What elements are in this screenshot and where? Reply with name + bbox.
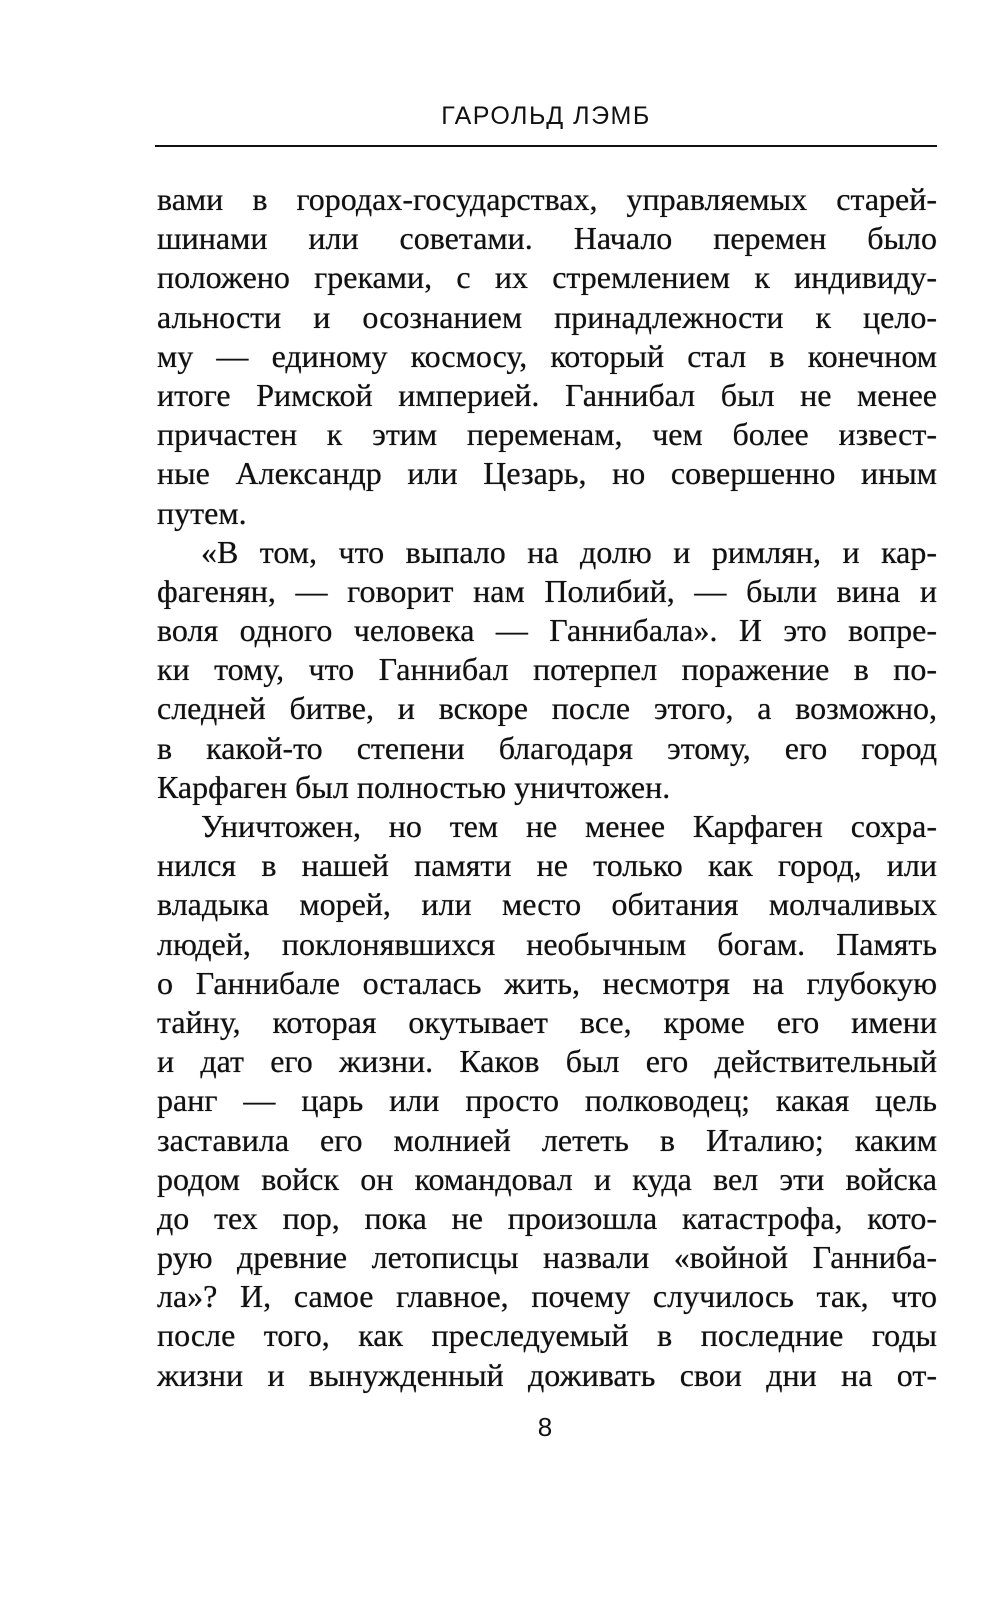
text-line: Карфаген был полностью уничтожен. bbox=[157, 768, 671, 805]
text-line: людей, поклонявшихся необычным богам. Память bbox=[157, 925, 937, 962]
text-line: ные Александр или Цезарь, но совершенно иным bbox=[157, 455, 937, 492]
text-line: «В том, что выпало на долю и римлян, и кар- bbox=[201, 533, 937, 570]
body-text bbox=[157, 180, 937, 1395]
text-line: причастен к этим переменам, чем более извест- bbox=[157, 416, 937, 453]
text-line: до тех пор, пока не произошла катастрофа, кото- bbox=[157, 1199, 937, 1236]
text-line: шинами или советами. Начало перемен было bbox=[157, 220, 937, 257]
text-line: жизни и вынужденный доживать свои дни на от- bbox=[157, 1356, 937, 1393]
text-line: положено греками, с их стремлением к индивиду- bbox=[157, 259, 937, 296]
text-line: в какой-то степени благодаря этому, его город bbox=[157, 729, 937, 766]
text-line: фагенян, — говорит нам Полибий, — были вина и bbox=[157, 572, 937, 609]
page-number: 8 bbox=[537, 1412, 553, 1442]
text-line: о Ганнибале осталась жить, несмотря на глубокую bbox=[157, 964, 937, 1001]
text-line: следней битве, и вскоре после этого, а возможно, bbox=[157, 690, 937, 727]
text-line: и дат его жизни. Каков был его действительный bbox=[157, 1043, 937, 1080]
text-line: ранг — царь или просто полководец; какая цель bbox=[157, 1082, 937, 1119]
text-line: нился в нашей памяти не только как город, или bbox=[157, 847, 937, 884]
text-line: заставила его молнией лететь в Италию; каким bbox=[157, 1121, 937, 1158]
text-line: вами в городах-государствах, управляемых старей- bbox=[157, 181, 937, 217]
text-line: Уничтожен, но тем не менее Карфаген сохра- bbox=[201, 808, 937, 844]
text-line: альности и осознанием принадлежности к цело- bbox=[157, 298, 937, 335]
text-line: ки тому, что Ганнибал потерпел поражение в по- bbox=[157, 651, 937, 688]
text-line: рую древние летописцы назвали «войной Ганниба- bbox=[157, 1239, 937, 1276]
text-line: родом войск он командовал и куда вел эти войска bbox=[157, 1160, 937, 1197]
running-header: ГАРОЛЬД ЛЭМБ bbox=[441, 102, 651, 130]
text-line: му — единому космосу, который стал в конечном bbox=[157, 337, 937, 374]
text-line: путем. bbox=[157, 494, 247, 531]
text-line: ла»? И, самое главное, почему случилось так, что bbox=[157, 1278, 937, 1315]
header-rule bbox=[155, 145, 937, 147]
text-line: после того, как преследуемый в последние годы bbox=[157, 1317, 937, 1354]
text-line: владыка морей, или место обитания молчаливых bbox=[157, 886, 937, 923]
text-line: тайну, которая окутывает все, кроме его имени bbox=[157, 1003, 937, 1040]
text-line: итоге Римской империей. Ганнибал был не менее bbox=[157, 376, 937, 413]
text-line: воля одного человека — Ганнибала». И это вопре- bbox=[157, 612, 937, 649]
